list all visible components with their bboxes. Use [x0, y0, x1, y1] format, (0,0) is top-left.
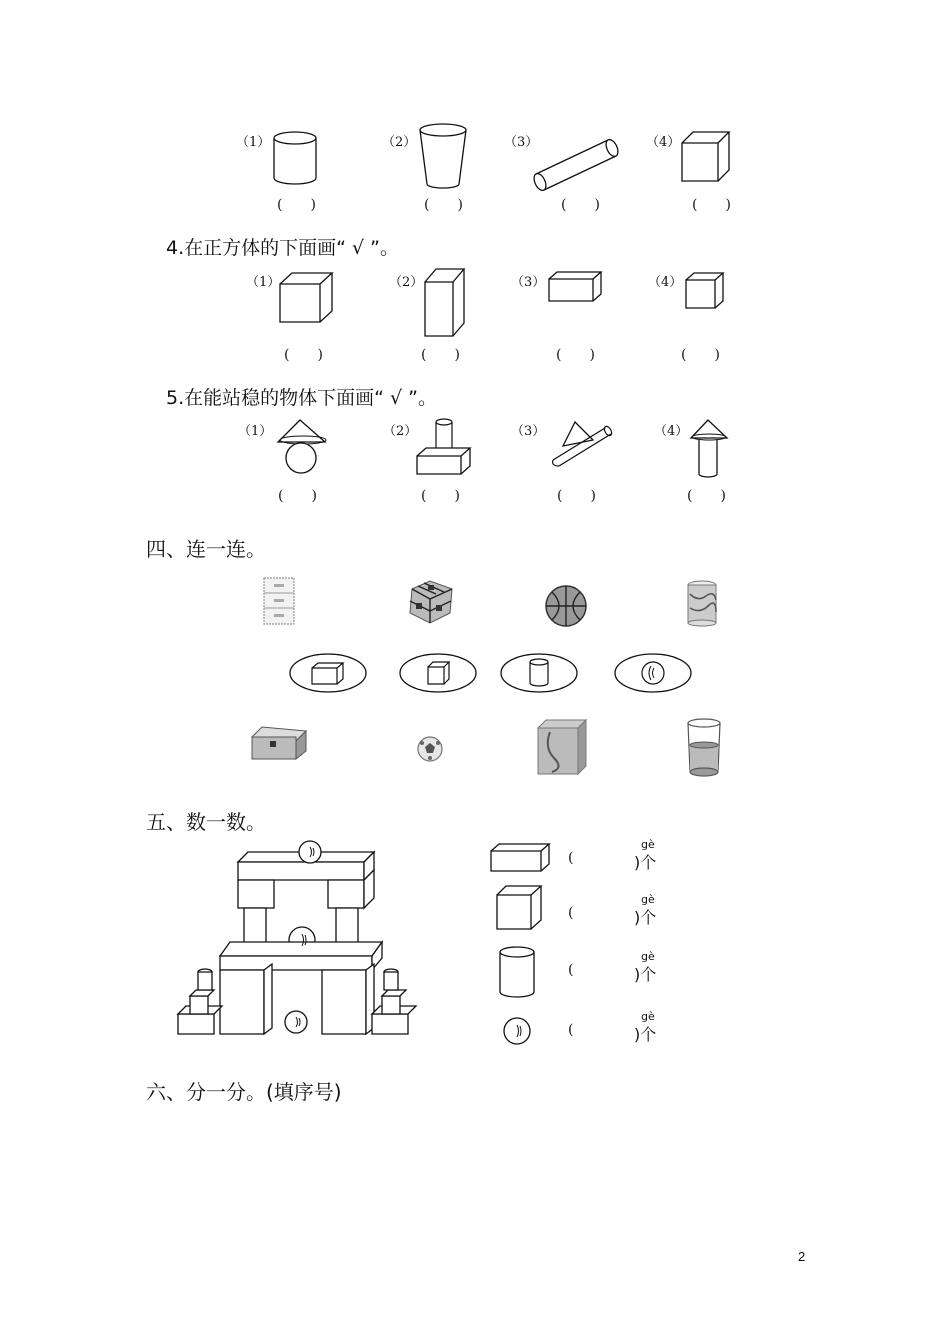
can-image[interactable] [686, 580, 720, 628]
sphere-oval[interactable] [613, 652, 693, 694]
pinyin: gè [641, 838, 655, 851]
answer-blank[interactable]: ( ) [561, 197, 600, 213]
count-open-paren: ( [568, 1022, 574, 1038]
answer-blank[interactable]: ( ) [278, 488, 317, 504]
cube-small-icon [685, 272, 725, 310]
section-title: 五、数一数。 [146, 810, 266, 834]
page-number: 2 [798, 1249, 806, 1264]
item-label: （3） [504, 135, 539, 150]
answer-blank[interactable]: ( ) [681, 347, 720, 363]
pinyin: gè [641, 1010, 655, 1023]
item-label: （4） [646, 135, 681, 150]
answer-blank[interactable]: ( ) [556, 347, 595, 363]
count-answer-blank[interactable] [576, 1020, 628, 1038]
count-unit: )个 [634, 965, 657, 984]
item-label: （1） [238, 424, 273, 439]
count-unit: )个 [634, 908, 657, 927]
count-answer-blank[interactable] [576, 960, 628, 978]
cone-on-lying-cylinder-icon [549, 420, 615, 468]
cylinder-icon [498, 946, 538, 1000]
item-label: （3） [511, 424, 546, 439]
soccer-ball-image[interactable] [416, 735, 444, 763]
cube-oval[interactable] [398, 652, 478, 694]
glass-image[interactable] [685, 717, 723, 779]
block-building-picture [176, 838, 416, 1038]
count-answer-blank[interactable] [576, 903, 628, 921]
cuboid-icon [490, 843, 552, 873]
cylinder-oval[interactable] [499, 652, 579, 694]
answer-blank[interactable]: ( ) [692, 197, 731, 213]
section-title: 六、分一分。(填序号) [146, 1080, 342, 1104]
item-label: （1） [236, 135, 271, 150]
cube-icon [279, 272, 335, 324]
count-open-paren: ( [568, 905, 574, 921]
count-unit: )个 [634, 1025, 657, 1044]
cube-icon [496, 885, 544, 931]
item-label: （3） [511, 275, 546, 290]
answer-blank[interactable]: ( ) [424, 197, 463, 213]
cabinet-image[interactable] [262, 575, 298, 627]
answer-blank[interactable]: ( ) [277, 197, 316, 213]
cup-icon [418, 122, 470, 192]
cylinder-on-cuboid-icon [416, 418, 472, 476]
treasure-chest-image[interactable] [250, 725, 308, 761]
item-label: （1） [246, 275, 281, 290]
tilted-cylinder-icon [528, 136, 624, 194]
cube-icon [681, 131, 731, 183]
cone-on-sphere-icon [275, 418, 331, 474]
answer-blank[interactable]: ( ) [284, 347, 323, 363]
answer-blank[interactable]: ( ) [421, 347, 460, 363]
item-label: （2） [382, 135, 417, 150]
item-label: （2） [389, 275, 424, 290]
basketball-image[interactable] [544, 584, 588, 628]
question-title: 5.在能站稳的物体下面画“ √ ”。 [166, 387, 438, 409]
pinyin: gè [641, 893, 655, 906]
cylinder-icon [272, 130, 320, 188]
question-title: 4.在正方体的下面画“ √ ”。 [166, 237, 400, 259]
rubiks-cube-image[interactable] [406, 577, 456, 625]
cone-on-cylinder-icon [690, 418, 730, 480]
answer-blank[interactable]: ( ) [557, 488, 596, 504]
item-label: （4） [648, 275, 683, 290]
count-open-paren: ( [568, 850, 574, 866]
gift-box-image[interactable] [536, 718, 588, 776]
cuboid-flat-icon [548, 271, 604, 303]
pinyin: gè [641, 950, 655, 963]
count-open-paren: ( [568, 962, 574, 978]
cuboid-oval[interactable] [288, 652, 368, 694]
answer-blank[interactable]: ( ) [687, 488, 726, 504]
item-label: （4） [654, 424, 689, 439]
section-title: 四、连一连。 [146, 537, 266, 561]
cuboid-tall-icon [424, 268, 466, 338]
item-label: （2） [383, 424, 418, 439]
answer-blank[interactable]: ( ) [421, 488, 460, 504]
count-unit: )个 [634, 853, 657, 872]
sphere-icon [502, 1016, 532, 1046]
count-answer-blank[interactable] [576, 848, 628, 866]
